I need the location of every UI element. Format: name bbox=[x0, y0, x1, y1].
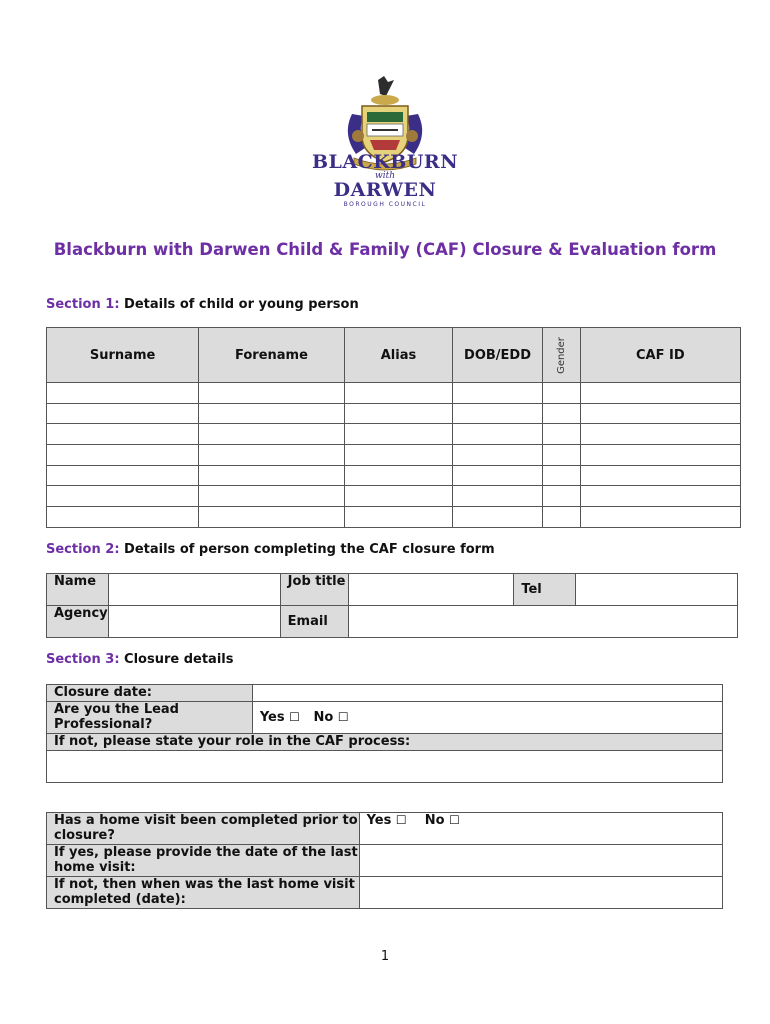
table-row bbox=[47, 445, 741, 466]
dob-cell[interactable] bbox=[453, 486, 543, 507]
dob-cell[interactable] bbox=[453, 507, 543, 528]
col-forename: Forename bbox=[199, 328, 345, 383]
gender-cell[interactable] bbox=[542, 445, 580, 466]
closure-date-label: Closure date: bbox=[47, 685, 253, 702]
lead-professional-options bbox=[252, 702, 722, 734]
form-title: Blackburn with Darwen Child & Family (CAF) Closure & Evaluation form bbox=[53, 240, 717, 259]
surname-cell[interactable] bbox=[47, 507, 199, 528]
alias-cell[interactable] bbox=[344, 424, 453, 445]
last-visit-when-field[interactable] bbox=[359, 877, 722, 909]
agency-field[interactable] bbox=[108, 606, 280, 638]
gender-cell[interactable] bbox=[542, 383, 580, 404]
forename-cell[interactable] bbox=[199, 424, 345, 445]
job-title-label: Job title bbox=[280, 574, 348, 606]
col-surname: Surname bbox=[47, 328, 199, 383]
role-field[interactable] bbox=[47, 751, 723, 783]
table-row bbox=[47, 424, 741, 445]
surname-cell[interactable] bbox=[47, 445, 199, 466]
section-1-number: Section 1: bbox=[46, 297, 120, 312]
caf-id-cell[interactable] bbox=[580, 383, 740, 404]
col-gender-label: Gender bbox=[555, 337, 567, 374]
forename-cell[interactable] bbox=[199, 507, 345, 528]
col-dob: DOB/EDD bbox=[453, 328, 543, 383]
last-visit-date-field[interactable] bbox=[359, 845, 722, 877]
wordmark-darwen: DARWEN bbox=[333, 179, 437, 201]
home-visit-options bbox=[359, 813, 722, 845]
dob-cell[interactable] bbox=[453, 445, 543, 466]
col-caf-id: CAF ID bbox=[580, 328, 740, 383]
section-1-title: Details of child or young person bbox=[124, 297, 359, 312]
caf-id-cell[interactable] bbox=[580, 507, 740, 528]
gender-cell[interactable] bbox=[542, 403, 580, 424]
lead-yes-label: Yes bbox=[259, 710, 285, 725]
wordmark-blackburn: BLACKBURN bbox=[312, 151, 459, 173]
last-visit-when-label: If not, then when was the last home visit completed (date): bbox=[47, 877, 360, 909]
table-row bbox=[47, 486, 741, 507]
home-visit-yes-checkbox[interactable]: ☐ bbox=[395, 813, 407, 827]
gender-cell[interactable] bbox=[542, 486, 580, 507]
name-field[interactable] bbox=[108, 574, 280, 606]
dob-cell[interactable] bbox=[453, 383, 543, 404]
surname-cell[interactable] bbox=[47, 424, 199, 445]
section-1-heading bbox=[46, 297, 359, 312]
dob-cell[interactable] bbox=[453, 424, 543, 445]
caf-id-cell[interactable] bbox=[580, 403, 740, 424]
name-label: Name bbox=[47, 574, 109, 606]
alias-cell[interactable] bbox=[344, 383, 453, 404]
job-title-field[interactable] bbox=[348, 574, 514, 606]
gender-cell[interactable] bbox=[542, 507, 580, 528]
dob-cell[interactable] bbox=[453, 403, 543, 424]
forename-cell[interactable] bbox=[199, 383, 345, 404]
role-label: If not, please state your role in the CAF process: bbox=[47, 734, 723, 751]
closure-details-table bbox=[46, 684, 723, 783]
closure-date-field[interactable] bbox=[252, 685, 722, 702]
forename-cell[interactable] bbox=[199, 445, 345, 466]
tel-label: Tel bbox=[514, 574, 576, 606]
page-number: 1 bbox=[380, 949, 390, 964]
home-visit-table bbox=[46, 812, 723, 909]
completer-details-table bbox=[46, 573, 738, 638]
table-row bbox=[47, 383, 741, 404]
section-2-heading bbox=[46, 542, 495, 557]
wordmark-with: with bbox=[375, 171, 395, 181]
gender-cell[interactable] bbox=[542, 424, 580, 445]
home-visit-no-checkbox[interactable]: ☐ bbox=[449, 813, 460, 827]
alias-cell[interactable] bbox=[344, 445, 453, 466]
surname-cell[interactable] bbox=[47, 383, 199, 404]
table-row bbox=[47, 465, 741, 486]
caf-id-cell[interactable] bbox=[580, 465, 740, 486]
lead-professional-label: Are you the Lead Professional? bbox=[47, 702, 253, 734]
section-3-heading bbox=[46, 652, 233, 667]
alias-cell[interactable] bbox=[344, 403, 453, 424]
table-row bbox=[47, 507, 741, 528]
email-field[interactable] bbox=[348, 606, 737, 638]
section-2-number: Section 2: bbox=[46, 542, 120, 557]
child-details-table bbox=[46, 327, 741, 528]
caf-id-cell[interactable] bbox=[580, 486, 740, 507]
section-3-title: Closure details bbox=[124, 652, 234, 667]
col-gender bbox=[542, 328, 580, 383]
forename-cell[interactable] bbox=[199, 465, 345, 486]
alias-cell[interactable] bbox=[344, 465, 453, 486]
home-visit-question: Has a home visit been completed prior to closure? bbox=[47, 813, 360, 845]
agency-label: Agency bbox=[47, 606, 109, 638]
home-visit-yes-label: Yes bbox=[366, 813, 392, 828]
caf-id-cell[interactable] bbox=[580, 424, 740, 445]
surname-cell[interactable] bbox=[47, 465, 199, 486]
caf-id-cell[interactable] bbox=[580, 445, 740, 466]
forename-cell[interactable] bbox=[199, 486, 345, 507]
lead-no-label: No bbox=[313, 710, 334, 725]
council-wordmark bbox=[312, 152, 458, 210]
lead-yes-checkbox[interactable]: ☐ bbox=[289, 710, 300, 724]
col-alias: Alias bbox=[344, 328, 453, 383]
table-row bbox=[47, 403, 741, 424]
wordmark-borough-council: BOROUGH COUNCIL bbox=[343, 201, 427, 208]
last-visit-date-label: If yes, please provide the date of the last home visit: bbox=[47, 845, 360, 877]
dob-cell[interactable] bbox=[453, 465, 543, 486]
gender-cell[interactable] bbox=[542, 465, 580, 486]
lead-no-checkbox[interactable]: ☐ bbox=[337, 710, 349, 724]
alias-cell[interactable] bbox=[344, 486, 453, 507]
tel-field[interactable] bbox=[576, 574, 738, 606]
email-label: Email bbox=[280, 606, 348, 638]
forename-cell[interactable] bbox=[199, 403, 345, 424]
section-3-number: Section 3: bbox=[46, 652, 120, 667]
home-visit-no-label: No bbox=[424, 813, 445, 828]
section-2-title: Details of person completing the CAF closure form bbox=[124, 542, 495, 557]
alias-cell[interactable] bbox=[344, 507, 453, 528]
surname-cell[interactable] bbox=[47, 403, 199, 424]
surname-cell[interactable] bbox=[47, 486, 199, 507]
